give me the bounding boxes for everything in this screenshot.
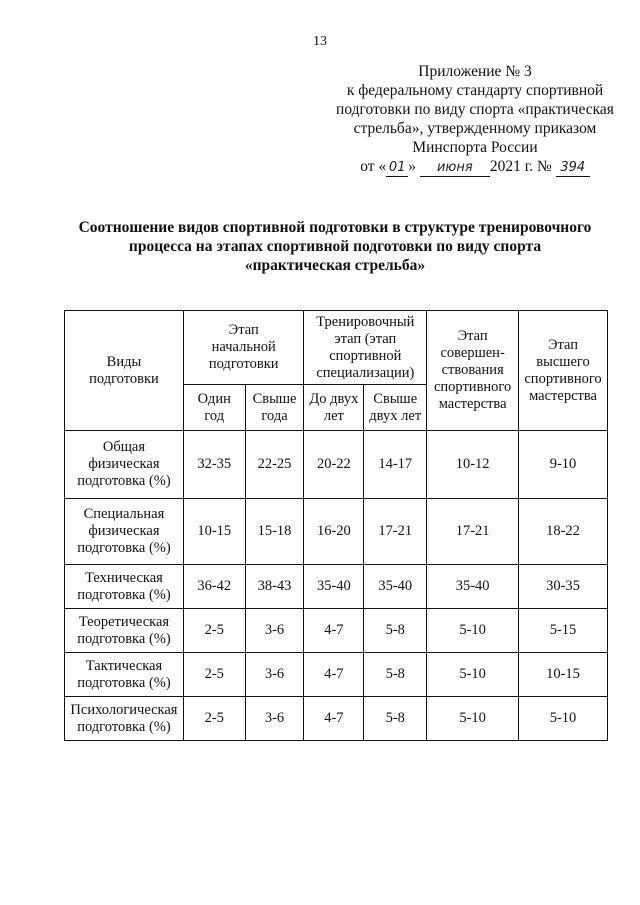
- table-row: [65, 565, 608, 609]
- training-ratio-table: [64, 310, 608, 741]
- table-cell: 17-21: [364, 499, 427, 565]
- document-title: [70, 218, 600, 275]
- table-cell: 32-35: [183, 431, 245, 499]
- table-cell: 5-15: [519, 609, 608, 653]
- header-types: Виды подготовки: [65, 311, 184, 431]
- header-initial-stage: Этап начальной подготовки: [183, 311, 304, 385]
- date-prefix: от «: [360, 158, 387, 175]
- appendix-line: подготовки по виду спорта «практическая: [336, 101, 614, 118]
- appendix-line: Минспорта России: [412, 139, 538, 156]
- appendix-header: [300, 62, 640, 177]
- table-cell: 3-6: [245, 653, 304, 697]
- table-header-row: [65, 311, 608, 385]
- table-cell: 22-25: [245, 431, 304, 499]
- subheader-cell: Один год: [183, 385, 245, 431]
- table-cell: 16-20: [304, 499, 364, 565]
- table-cell: 35-40: [304, 565, 364, 609]
- table-cell: 35-40: [364, 565, 427, 609]
- table-cell: 5-10: [427, 653, 519, 697]
- row-type-label: Общая физическая подготовка (%): [65, 431, 184, 499]
- table-row: [65, 431, 608, 499]
- table-cell: 9-10: [519, 431, 608, 499]
- table-cell: 17-21: [427, 499, 519, 565]
- appendix-line: стрельба», утвержденному приказом: [353, 120, 597, 137]
- table-cell: 2-5: [183, 653, 245, 697]
- row-type-label: Теоретическая подготовка (%): [65, 609, 184, 653]
- title-line: «практическая стрельба»: [244, 257, 426, 274]
- table-cell: 15-18: [245, 499, 304, 565]
- appendix-line: Приложение № 3: [418, 63, 532, 80]
- table-cell: 4-7: [304, 653, 364, 697]
- row-type-label: Тактическая подготовка (%): [65, 653, 184, 697]
- header-perfection-stage: Этап совершен- ствования спортивного мастерства: [427, 311, 519, 431]
- table-cell: 10-12: [427, 431, 519, 499]
- subheader-cell: Свыше года: [245, 385, 304, 431]
- subheader-cell: До двух лет: [304, 385, 364, 431]
- table-cell: 5-10: [519, 697, 608, 741]
- table-cell: 38-43: [245, 565, 304, 609]
- appendix-line: к федеральному стандарту спортивной: [346, 82, 604, 99]
- table-cell: 30-35: [519, 565, 608, 609]
- table-row: [65, 653, 608, 697]
- table-cell: 35-40: [427, 565, 519, 609]
- title-line: процесса на этапах спортивной подготовки по виду спорта: [128, 238, 542, 255]
- subheader-cell: Свыше двух лет: [364, 385, 427, 431]
- order-month: июня: [420, 160, 490, 177]
- table-cell: 20-22: [304, 431, 364, 499]
- table-cell: 14-17: [364, 431, 427, 499]
- table-cell: 2-5: [183, 609, 245, 653]
- table-cell: 10-15: [519, 653, 608, 697]
- table-cell: 2-5: [183, 697, 245, 741]
- header-higher-stage: Этап высшего спортивного мастерства: [519, 311, 608, 431]
- page-number: 13: [313, 34, 327, 49]
- table-cell: 5-10: [427, 697, 519, 741]
- table-cell: 18-22: [519, 499, 608, 565]
- table-cell: 4-7: [304, 609, 364, 653]
- date-year: 2021 г. №: [489, 158, 552, 175]
- order-day: 01: [386, 160, 408, 177]
- row-type-label: Специальная физическая подготовка (%): [65, 499, 184, 565]
- table-cell: 10-15: [183, 499, 245, 565]
- table-cell: 4-7: [304, 697, 364, 741]
- table-cell: 3-6: [245, 609, 304, 653]
- table-cell: 5-8: [364, 697, 427, 741]
- table-cell: 5-8: [364, 653, 427, 697]
- date-day-suffix: »: [408, 158, 416, 175]
- table-cell: 3-6: [245, 697, 304, 741]
- row-type-label: Психологическая подготовка (%): [65, 697, 184, 741]
- table-cell: 5-10: [427, 609, 519, 653]
- order-number: 394: [556, 160, 590, 177]
- order-date-line: [300, 157, 640, 177]
- title-line: Соотношение видов спортивной подготовки в структуре тренировочного: [78, 219, 592, 236]
- table-cell: 5-8: [364, 609, 427, 653]
- table-row: [65, 609, 608, 653]
- table-row: [65, 697, 608, 741]
- row-type-label: Техническая подготовка (%): [65, 565, 184, 609]
- header-training-stage: Тренировочный этап (этап спортивной специализации): [304, 311, 427, 385]
- table-cell: 36-42: [183, 565, 245, 609]
- table-row: [65, 499, 608, 565]
